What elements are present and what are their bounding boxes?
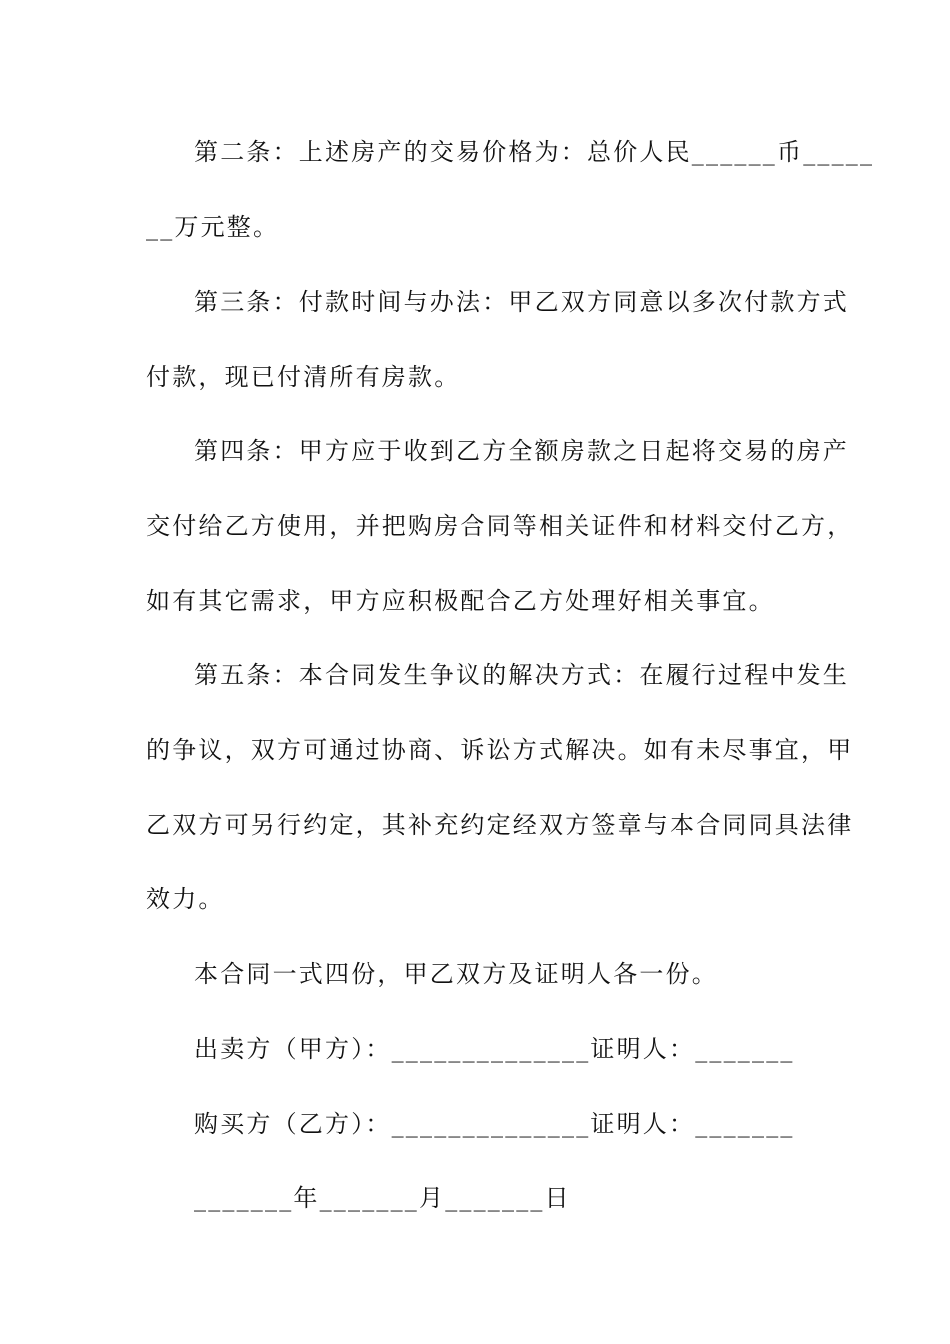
date-line: _______年_______月_______日 xyxy=(194,1184,571,1212)
article-2-line-1: 第二条：上述房产的交易价格为：总价人民______币_____ xyxy=(194,138,875,166)
buyer-signature-line: 购买方（乙方）：______________证明人：_______ xyxy=(194,1110,795,1138)
article-3-line-1: 第三条：付款时间与办法：甲乙双方同意以多次付款方式 xyxy=(194,288,849,316)
article-4-line-3: 如有其它需求，甲方应积极配合乙方处理好相关事宜。 xyxy=(146,587,775,615)
copies-statement: 本合同一式四份，甲乙双方及证明人各一份。 xyxy=(194,960,718,988)
seller-signature-line: 出卖方（甲方）：______________证明人：_______ xyxy=(194,1035,795,1063)
article-5-line-4: 效力。 xyxy=(146,885,225,913)
article-5-line-3: 乙双方可另行约定，其补充约定经双方签章与本合同同具法律 xyxy=(146,811,854,839)
article-3-line-2: 付款，现已付清所有房款。 xyxy=(146,363,461,391)
article-5-line-1: 第五条：本合同发生争议的解决方式：在履行过程中发生 xyxy=(194,661,849,689)
article-4-line-1: 第四条：甲方应于收到乙方全额房款之日起将交易的房产 xyxy=(194,437,849,465)
article-2-line-2: __万元整。 xyxy=(146,213,280,241)
article-4-line-2: 交付给乙方使用，并把购房合同等相关证件和材料交付乙方， xyxy=(146,512,854,540)
article-5-line-2: 的争议，双方可通过协商、诉讼方式解决。如有未尽事宜，甲 xyxy=(146,736,854,764)
